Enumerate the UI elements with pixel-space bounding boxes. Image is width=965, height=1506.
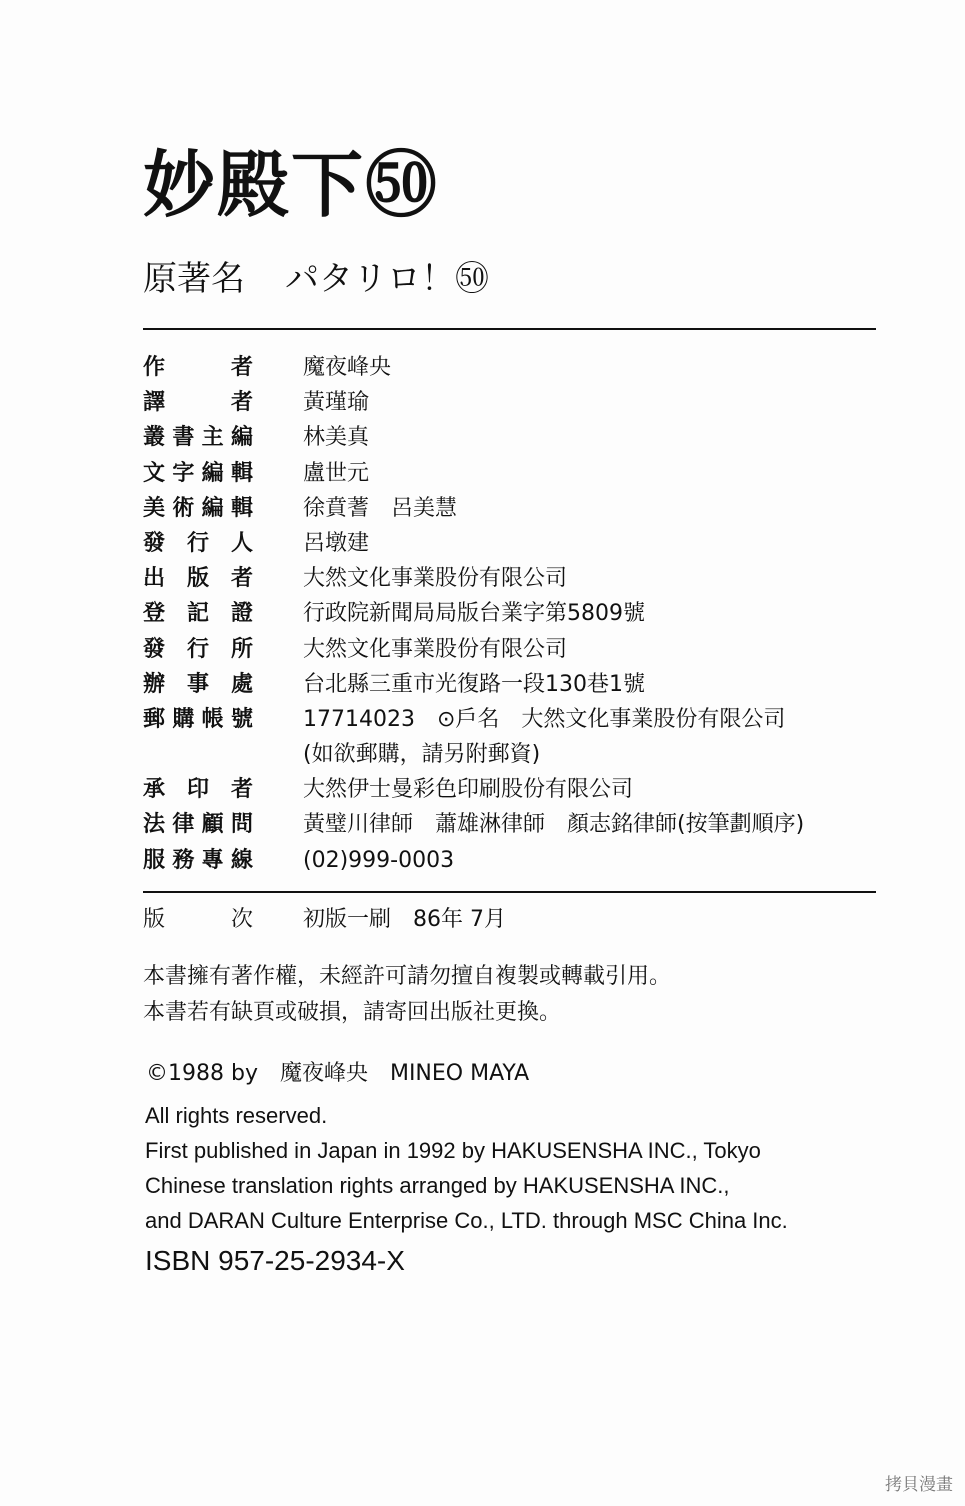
info-value: 林美真 (303, 425, 370, 451)
publication-info-table (143, 350, 903, 878)
info-row-series-editor (143, 420, 903, 455)
info-row-art-editor (143, 491, 903, 526)
info-row-publisher-person (143, 526, 903, 561)
replacement-notice: 本書若有缺頁或破損，請寄回出版社更換。 (143, 1000, 562, 1025)
top-divider (143, 328, 876, 330)
bottom-divider (143, 891, 876, 893)
info-row-office (143, 667, 903, 702)
info-value: 大然文化事業股份有限公司 (303, 636, 568, 662)
rights-reserved-line: All rights reserved. (145, 1103, 328, 1128)
first-published-line: First published in Japan in 1992 by HAKUSENSHA INC., Tokyo (145, 1138, 761, 1163)
info-row-mail-order-account (143, 702, 903, 737)
edition-row (143, 902, 903, 938)
info-row-distributor (143, 632, 903, 667)
info-value: 大然文化事業股份有限公司 (303, 566, 568, 592)
info-label: 美術編輯 (143, 495, 253, 521)
original-title-value: パタリロ！㊿ (285, 259, 489, 299)
info-value: 台北縣三重市光復路一段130巷1號 (303, 671, 645, 697)
info-row-author (143, 350, 903, 385)
translation-rights-line: Chinese translation rights arranged by HAKUSENSHA INC., (145, 1173, 730, 1198)
info-value: 魔夜峰央 (303, 355, 392, 380)
info-label: 承印者 (143, 777, 253, 803)
copyright-notice: 本書擁有著作權，未經許可請勿擅自複製或轉載引用。 (143, 964, 672, 989)
info-value: 17714023 ⊙戶名 大然文化事業股份有限公司 (303, 706, 786, 732)
info-label: 辦事處 (143, 671, 253, 697)
info-value: 呂墩建 (303, 530, 370, 556)
info-row-publisher (143, 561, 903, 596)
info-row-legal-counsel (143, 807, 903, 842)
info-row-mail-order-note (143, 737, 903, 772)
book-title: 妙殿下㊿ (143, 142, 440, 227)
info-label: 文字編輯 (143, 460, 253, 486)
info-value: 黃瑾瑜 (303, 390, 370, 416)
info-row-service-line (143, 843, 903, 878)
isbn: ISBN 957-25-2934-X (145, 1245, 405, 1276)
edition-value: 初版一刷 86年 7月 (303, 907, 506, 932)
info-row-registration (143, 596, 903, 631)
info-label: 發行人 (143, 530, 253, 556)
copyright-line: ©1988 by 魔夜峰央 MINEO MAYA (146, 1061, 530, 1086)
info-label: 法律顧問 (143, 812, 253, 838)
info-value: 黃璧川律師 蕭雄淋律師 顏志銘律師(按筆劃順序) (303, 812, 805, 838)
original-title (143, 254, 489, 304)
info-label: 登記證 (143, 601, 253, 627)
info-label: 出版者 (143, 566, 253, 592)
info-value: 徐賁蓍 呂美慧 (303, 495, 458, 521)
agency-line: and DARAN Culture Enterprise Co., LTD. through MSC China Inc. (145, 1208, 788, 1233)
info-row-translator (143, 385, 903, 420)
info-label: 郵購帳號 (143, 706, 253, 732)
info-row-printer (143, 772, 903, 807)
info-label: 作者 (143, 355, 253, 380)
info-label: 發行所 (143, 636, 253, 662)
info-value: 行政院新聞局局版台業字第5809號 (303, 601, 645, 627)
info-label: 服務專線 (143, 847, 253, 873)
info-value: (02)999-0003 (303, 847, 455, 873)
info-value: (如欲郵購，請另附郵資) (303, 742, 541, 768)
info-row-text-editor (143, 456, 903, 491)
edition-label: 版次 (143, 907, 253, 932)
info-label: 譯者 (143, 390, 253, 416)
info-label: 叢書主編 (143, 425, 253, 451)
original-title-label: 原著名 (143, 259, 245, 299)
watermark-text: 拷貝漫畫 (885, 1475, 953, 1495)
info-value: 大然伊士曼彩色印刷股份有限公司 (303, 777, 634, 803)
info-value: 盧世元 (303, 460, 370, 486)
